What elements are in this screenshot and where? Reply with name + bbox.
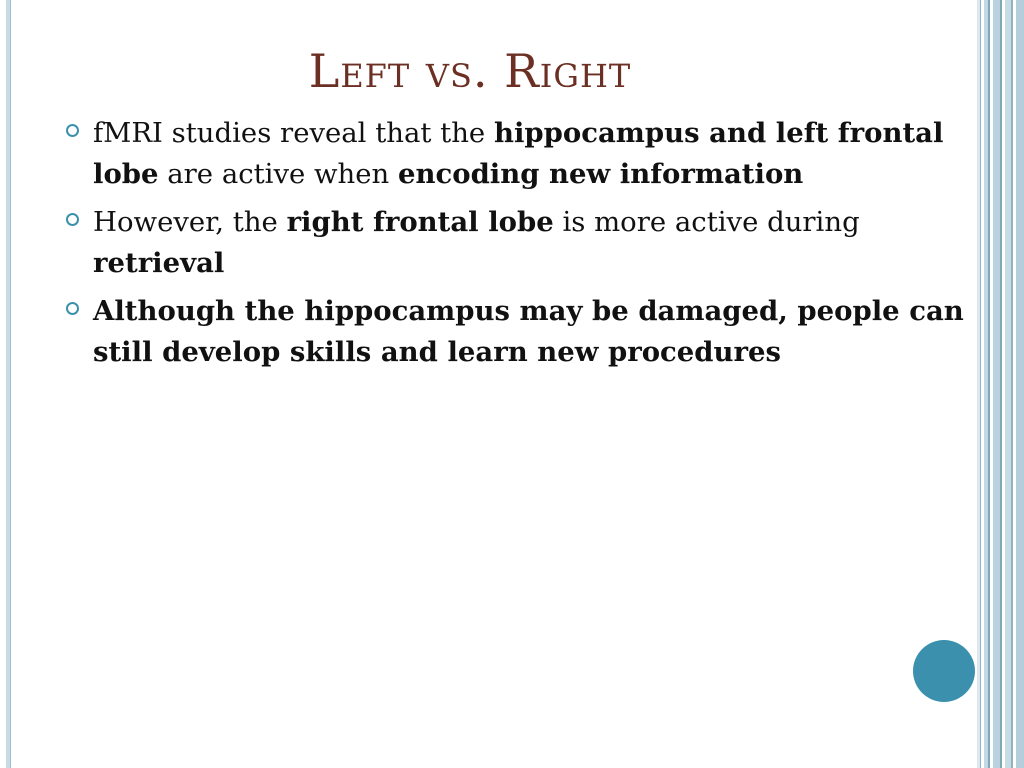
text-segment-bold: Although the hippocampus may be damaged, people can still develop skills and learn new procedures [93, 295, 964, 368]
bullet-circle-icon [66, 302, 79, 315]
bullet-text [93, 202, 971, 284]
text-segment-bold: retrieval [93, 247, 225, 279]
text-segment: is more active during [553, 206, 860, 238]
right-stripe [988, 0, 990, 768]
right-stripe [993, 0, 1000, 768]
text-segment-bold: hippocampus and left frontal lobe [93, 117, 944, 190]
right-stripe [980, 0, 981, 768]
text-segment: fMRI studies reveal that the [93, 117, 494, 149]
right-stripe [1016, 0, 1024, 768]
right-stripe [1011, 0, 1013, 768]
text-segment: However, the [93, 206, 287, 238]
decorative-circle [913, 640, 975, 702]
bullet-item [66, 291, 971, 373]
right-stripe [1000, 0, 1002, 768]
bullet-text [93, 291, 971, 373]
bullet-text [93, 113, 971, 195]
slide-title: Left vs. Right [308, 44, 632, 98]
bullet-circle-icon [66, 213, 79, 226]
text-segment-bold: encoding new information [398, 158, 804, 190]
bullet-item [66, 113, 971, 195]
text-segment: are active when [158, 158, 398, 190]
bullet-circle-icon [66, 124, 79, 137]
left-border-line-inner [10, 0, 11, 768]
bullet-item [66, 202, 971, 284]
bullet-list [66, 113, 971, 380]
text-segment-bold: right frontal lobe [286, 206, 554, 238]
